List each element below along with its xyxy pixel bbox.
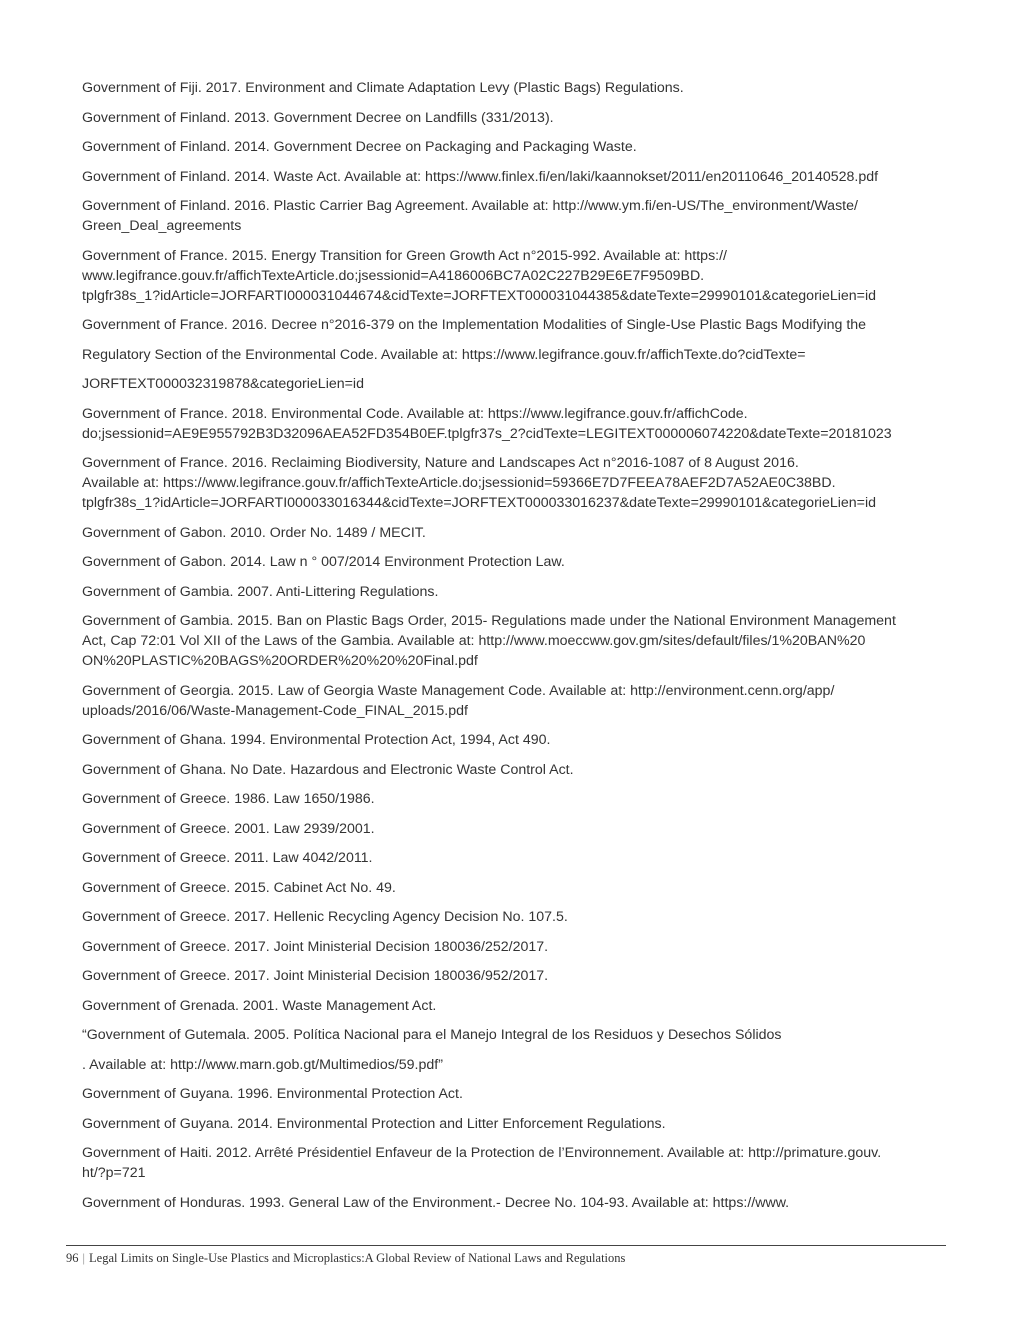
reference-entry: JORFTEXT000032319878&categorieLien=id <box>82 376 364 392</box>
reference-entry: . Available at: http://www.marn.gob.gt/Multimedios/59.pdf” <box>82 1056 443 1073</box>
reference-entry: Government of France. 2018. Environmental Code. Available at: https://www.legifrance.gouv.fr/affichCode. do;jsessionid=AE9E955792B3D32096AEA52FD354B0EF.tplgfr37s_2?cidTexte=LEGITEXT000006074220&dateTexte=20181023 <box>82 405 892 442</box>
footer-separator: | <box>82 1251 86 1265</box>
reference-entry: Government of Finland. 2014. Government Decree on Packaging and Packaging Waste. <box>82 139 637 155</box>
reference-entry: Government of Gabon. 2010. Order No. 1489 / MECIT. <box>82 524 426 541</box>
reference-entry: Government of Greece. 2017. Hellenic Recycling Agency Decision No. 107.5. <box>82 909 568 925</box>
reference-entry: Government of Haiti. 2012. Arrêté Présidentiel Enfaveur de la Protection de l’Environnement. Available at: http://primature.gouv. ht/?p=721 <box>82 1145 882 1181</box>
page-number: 96 <box>66 1251 79 1265</box>
reference-entry: “Government of Gutemala. 2005. Política Nacional para el Manejo Integral de los Residuos y Desechos Sólidos <box>82 1027 782 1043</box>
reference-entry: Government of Gambia. 2015. Ban on Plastic Bags Order, 2015- Regulations made under the National Environment Management Act, Cap 72:01 Vol XII of the Laws of the Gambia. Available at: http://www.moeccww.gov.gm/sites/default/files/1%20BAN%20 ON%20PLASTIC%20BAGS%20ORDER%20%20%20Final.pdf <box>82 613 896 669</box>
reference-entry: Government of Greece. 2011. Law 4042/2011. <box>82 850 373 866</box>
reference-entry: Government of Ghana. 1994. Environmental Protection Act, 1994, Act 490. <box>82 732 551 748</box>
reference-entry: Government of Gambia. 2007. Anti-Littering Regulations. <box>82 583 439 600</box>
reference-entry: Government of Finland. 2014. Waste Act. Available at: https://www.finlex.fi/en/laki/kaannokset/2011/en20110646_20140528.pdf <box>82 168 879 185</box>
footer-rule <box>66 1245 946 1246</box>
reference-entry: Government of Gabon. 2014. Law n ° 007/2014 Environment Protection Law. <box>82 554 565 570</box>
reference-entry: Government of Guyana. 2014. Environmental Protection and Litter Enforcement Regulations. <box>82 1115 666 1132</box>
page-footer <box>66 1251 946 1266</box>
reference-entry: Government of Finland. 2016. Plastic Carrier Bag Agreement. Available at: http://www.ym.fi/en-US/The_environment/Waste/ Green_Deal_agreements <box>82 198 858 234</box>
reference-entry: Government of Grenada. 2001. Waste Management Act. <box>82 997 437 1014</box>
reference-entry: Government of France. 2016. Reclaiming Biodiversity, Nature and Landscapes Act n°2016-1087 of 8 August 2016. Available at: https://www.legifrance.gouv.fr/affichTexteArticle.do;jsessionid=59366E7D7FEEA78AEF2D7A52AE0C38BD. tplgfr38s_1?idArticle=JORFARTI000033016344&cidTexte=JORFTEXT000033016237&dateTexte=29990101&categorieLien=id <box>82 455 876 511</box>
reference-entry: Government of Ghana. No Date. Hazardous and Electronic Waste Control Act. <box>82 761 574 778</box>
reference-entry: Government of France. 2016. Decree n°2016-379 on the Implementation Modalities of Single-Use Plastic Bags Modifying the <box>82 317 867 333</box>
reference-entry: Government of Greece. 2017. Joint Ministerial Decision 180036/952/2017. <box>82 968 549 984</box>
reference-entry: Regulatory Section of the Environmental Code. Available at: https://www.legifrance.gouv.fr/affichTexte.do?cidTexte= <box>82 346 806 363</box>
reference-entry: Government of Greece. 2017. Joint Ministerial Decision 180036/252/2017. <box>82 938 549 955</box>
reference-entry: Government of Greece. 2015. Cabinet Act No. 49. <box>82 879 396 896</box>
document-title: Legal Limits on Single-Use Plastics and Microplastics:A Global Review of National Laws and Regulations <box>89 1251 626 1265</box>
reference-entry: Government of Greece. 1986. Law 1650/1986. <box>82 791 375 807</box>
reference-entry: Government of Fiji. 2017. Environment and Climate Adaptation Levy (Plastic Bags) Regulations. <box>82 80 684 96</box>
reference-entry: Government of Guyana. 1996. Environmental Protection Act. <box>82 1086 463 1102</box>
reference-entry: Government of Greece. 2001. Law 2939/2001. <box>82 820 375 837</box>
reference-entry: Government of Honduras. 1993. General Law of the Environment.- Decree No. 104-93. Available at: https://www. <box>82 1194 790 1211</box>
reference-entry: Government of Georgia. 2015. Law of Georgia Waste Management Code. Available at: http://environment.cenn.org/app/ uploads/2016/06/Waste-Management-Code_FINAL_2015.pdf <box>82 682 835 719</box>
reference-list <box>82 78 952 1222</box>
reference-entry: Government of Finland. 2013. Government Decree on Landfills (331/2013). <box>82 109 554 126</box>
reference-entry: Government of France. 2015. Energy Transition for Green Growth Act n°2015-992. Available at: https:// www.legifrance.gouv.fr/affichTexteArticle.do;jsessionid=A4186006BC7A02C227B29E6E7F9509BD. tplgfr38s_1?idArticle=JORFARTI000031044674&cidTexte=JORFTEXT000031044385&dateTexte=29990101&categorieLien=id <box>82 247 876 304</box>
